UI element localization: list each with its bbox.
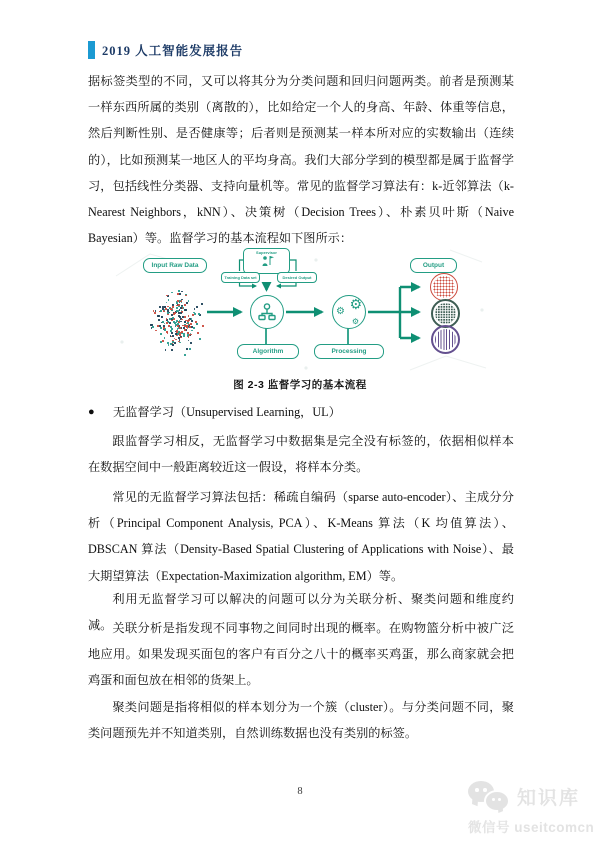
watermark-row xyxy=(468,781,598,812)
processing-node xyxy=(332,295,366,329)
paragraph-unsupervised-algorithms: 常见的无监督学习算法包括：稀疏自编码（sparse auto-encoder）、主成分分析（Principal Component Analysis, PCA）、K-Means 算法（K 均值算法）、DBSCAN 算法（Density-Based Spatial Clustering of Applications with Noise）、最大期望算法（Expectation-Maximization algorithm, EM）等。 xyxy=(88,490,514,583)
supervisor-person-icon xyxy=(259,255,275,268)
gear-icon: ⚙ xyxy=(349,297,362,313)
figure-label-algorithm: Algorithm xyxy=(237,344,299,359)
figure-label-desired-output: Desired Output xyxy=(277,272,317,283)
gear-icon: ⚙ xyxy=(336,306,345,317)
page-number: 8 xyxy=(297,786,303,797)
algorithm-node xyxy=(250,295,284,329)
paragraph-association-analysis: 关联分析是指发现不同事物之间同时出现的概率。在购物篮分析中被广泛地应用。如果发现买面包的客户有百分之八十的概率买鸡蛋，那么商家就会把鸡蛋和面包放在相邻的货架上。 xyxy=(88,621,514,688)
gear-icon: ⚙ xyxy=(351,317,359,326)
report-title: 2019 人工智能发展报告 xyxy=(102,44,244,58)
bullet-unsupervised-learning xyxy=(88,399,514,425)
wechat-watermark xyxy=(468,781,598,836)
bullet-marker: ● xyxy=(88,406,95,418)
figure-label-output: Output xyxy=(410,258,457,273)
figure-caption: 图 2-3 监督学习的基本流程 xyxy=(233,379,367,391)
wechat-bubble-small xyxy=(484,790,510,812)
wechat-bubble-tail xyxy=(498,806,503,813)
paragraph-unsupervised-intro: 跟监督学习相反，无监督学习中数据集是完全没有标签的，依据相似样本在数据空间中一般距离较近这一假设，将样本分类。 xyxy=(88,434,514,475)
figure-label-training-data: Training Data set xyxy=(221,272,260,283)
output-circle-purple xyxy=(431,325,460,354)
tree-icon xyxy=(257,302,277,322)
bullet-label: 无监督学习（Unsupervised Learning，UL） xyxy=(113,405,341,419)
output-circle-dark xyxy=(431,299,460,328)
paragraph-problem-types: 利用无监督学习可以解决的问题可以分为关联分析、聚类问题和维度约减。 xyxy=(88,592,514,633)
wechat-bubble-tail xyxy=(472,798,478,807)
watermark-brand: 知识库 xyxy=(517,788,581,809)
watermark-account: 微信号 useitcomcn xyxy=(468,820,595,835)
figure-supervised-learning-flow xyxy=(110,246,490,376)
figure-supervisor-box xyxy=(243,248,290,274)
scatter-blob xyxy=(150,292,204,352)
header-accent-bar xyxy=(88,41,95,59)
paragraph-clustering: 聚类问题是指将相似的样本划分为一个簇（cluster）。与分类问题不同，聚类问题预先并不知道类别，自然训练数据也没有类别的标签。 xyxy=(88,700,514,741)
figure-label-processing: Processing xyxy=(314,344,384,359)
figure-label-supervisor: Supervisor xyxy=(256,250,277,255)
page-header xyxy=(88,41,243,59)
wechat-icon xyxy=(468,781,510,812)
figure-label-input: Input Raw Data xyxy=(143,258,207,273)
paragraph-supervised-learning: 据标签类型的不同，又可以将其分为分类问题和回归问题两类。前者是预测某一样东西所属的类别（离散的），比如给定一个人的身高、年龄、体重等信息，然后判断性别、是否健康等；后者则是预测某一样本所对应的实数输出（连续的），比如预测某一地区人的平均身高。我们大部分学到的模型都是属于监督学习，包括线性分类器、支持向量机等。常见的监督学习算法有：k-近邻算法（k-Nearest Neighbors，kNN）、决策树（Decision Trees）、朴素贝叶斯（Naive Bayesian）等。监督学习的基本流程如下图所示： xyxy=(88,74,514,246)
output-circle-red xyxy=(430,273,458,301)
